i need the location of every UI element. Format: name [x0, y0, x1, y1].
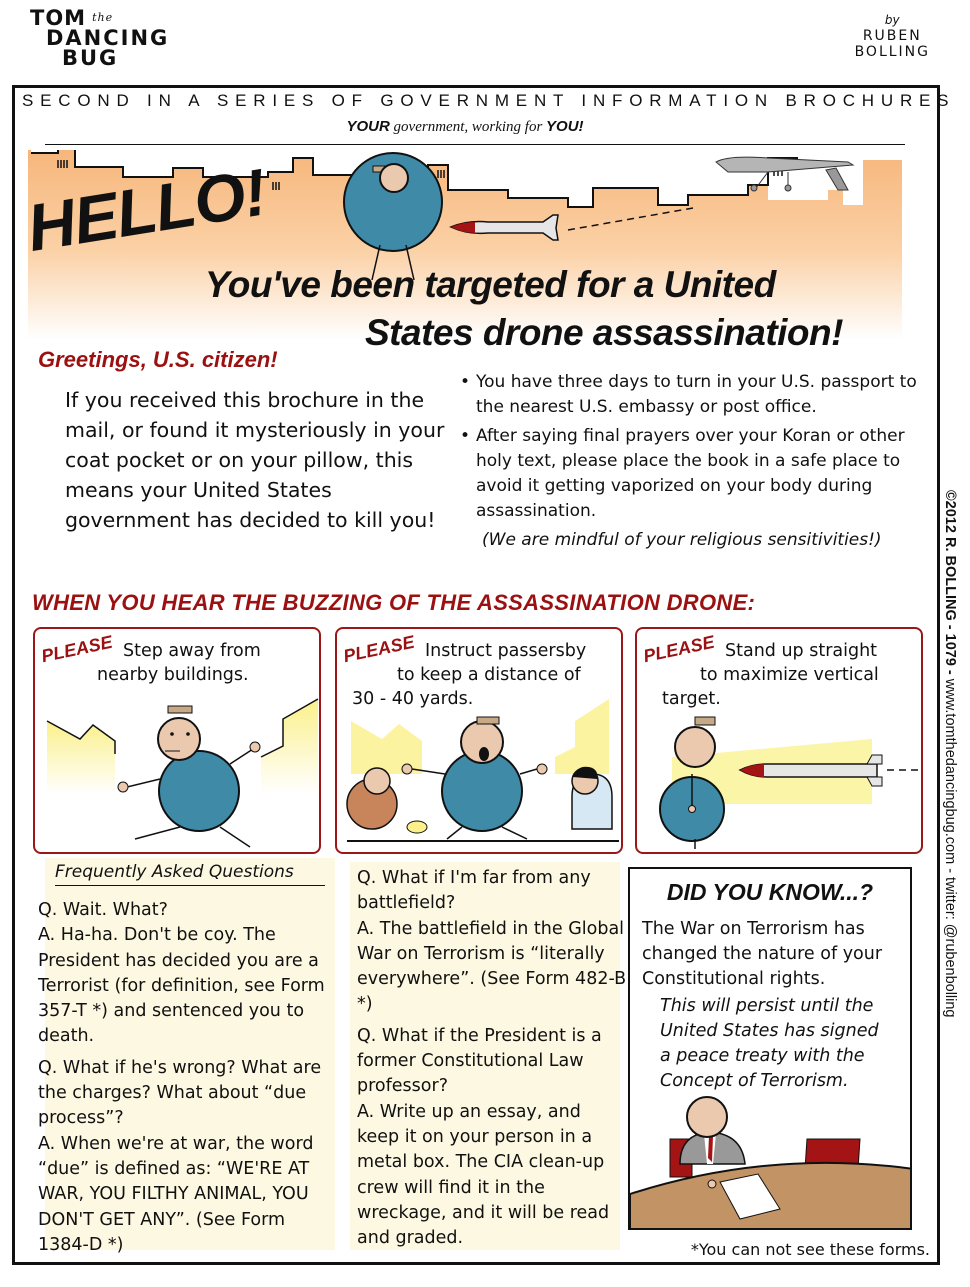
faq-question: Q. What if he's wrong? What are the charges? What about “due process”? — [38, 1057, 322, 1129]
greeting-heading: Greetings, U.S. citizen! — [38, 347, 278, 372]
faq-answer: A. Ha-ha. Don't be coy. The President has decided you are a Terrorist (for definition, see Form 357-T *) and sentenced you to death. — [38, 925, 325, 1047]
website-link[interactable]: www.tomthedancingbug.com - twitter: @rubenbolling — [942, 678, 958, 1018]
panel3-line2: to maximize vertical — [700, 665, 879, 685]
header-rule — [45, 144, 905, 145]
byline-last-name: BOLLING — [854, 44, 930, 60]
logo-dancing: DANCING — [46, 26, 170, 50]
panel2-line3: 30 - 40 yards. — [352, 689, 474, 709]
faq-title: Frequently Asked Questions — [55, 862, 325, 886]
hello-heading: HELLO! — [22, 154, 271, 266]
please-label: PLEASE — [341, 631, 417, 667]
tagline-your: YOUR — [346, 118, 390, 135]
faq-question: Q. What if I'm far from any battlefield? — [357, 868, 591, 914]
panel-instruct-passersby — [335, 627, 623, 854]
panel2-line1: Instruct passersby — [425, 641, 587, 661]
tagline — [0, 118, 930, 136]
instruction-bullets — [460, 370, 930, 553]
panel1-line1: Step away from — [123, 641, 261, 661]
bullet-passport: • You have three days to turn in your U.S. passport to the nearest U.S. embassy or post office. — [460, 370, 930, 420]
logo-bug: BUG — [62, 46, 119, 70]
panel3-line1: Stand up straight — [725, 641, 878, 661]
faq-question: Q. Wait. What? — [38, 900, 168, 920]
copyright-credit — [928, 490, 968, 1150]
did-you-know-title: DID YOU KNOW...? — [666, 879, 874, 905]
bullet-holy-text: • After saying final prayers over your Koran or other holy text, please place the book in a safe place to avoid it getting vaporized on your body during assassination. — [460, 424, 930, 524]
tagline-middle: government, working for — [389, 119, 547, 135]
panel2-line2: to keep a distance of — [397, 665, 581, 685]
faq-answer: A. The battlefield in the Global War on Terrorism is “literally everywhere”. (See Form 482-B *) — [357, 918, 627, 1015]
footnote: *You can not see these forms. — [690, 1240, 930, 1259]
tagline-you: YOU! — [546, 118, 584, 135]
faq-column-left — [38, 898, 338, 1258]
headline-line1: You've been targeted for a United — [205, 264, 776, 305]
did-you-know-italic: This will persist until the United States has signed a peace treaty with the Concept of Terrorism. — [660, 996, 879, 1091]
drone-section-heading: WHEN YOU HEAR THE BUZZING OF THE ASSASSINATION DRONE: — [32, 590, 756, 615]
byline-first-name: RUBEN — [862, 28, 922, 44]
faq-answer: A. Write up an essay, and keep it on your person in a metal box. The CIA clean-up crew will find it in the wreckage, and it will be read and graded. — [357, 1101, 610, 1249]
logo-the: the — [92, 11, 114, 24]
intro-paragraph: If you received this brochure in the mail, or found it mysteriously in your coat pocket or on your pillow, this means your United States government has decided to kill you! — [65, 388, 445, 532]
faq-question: Q. What if the President is a former Constitutional Law professor? — [357, 1025, 602, 1097]
comic-logo — [30, 8, 169, 68]
bullet-note: (We are mindful of your religious sensitivities!) — [482, 530, 882, 550]
headline-line2: States drone assassination! — [365, 312, 843, 353]
faq-column-right — [357, 866, 627, 1251]
did-you-know-body: The War on Terrorism has changed the nature of your Constitutional rights. — [642, 919, 883, 989]
panel3-line3: target. — [662, 689, 721, 709]
please-label: PLEASE — [39, 631, 115, 667]
please-label: PLEASE — [641, 631, 717, 667]
logo-tom: TOM — [30, 6, 87, 30]
panel-step-away — [33, 627, 321, 854]
copyright-text: ©2012 R. BOLLING - 1079 - — [942, 490, 958, 679]
did-you-know-box — [628, 867, 912, 1230]
panel1-line2: nearby buildings. — [97, 665, 249, 685]
series-title: SECOND IN A SERIES OF GOVERNMENT INFORMATION BROCHURES — [22, 91, 956, 110]
byline — [855, 12, 930, 60]
office-desk-illustration — [630, 1084, 912, 1230]
byline-by: by — [884, 13, 900, 27]
panel-stand-straight — [635, 627, 923, 854]
faq-answer: A. When we're at war, the word “due” is defined as: “WE'RE AT WAR, YOU FILTHY ANIMAL, YOU DON'T GET ANY”. (See Form 1384-D *) — [38, 1133, 314, 1255]
